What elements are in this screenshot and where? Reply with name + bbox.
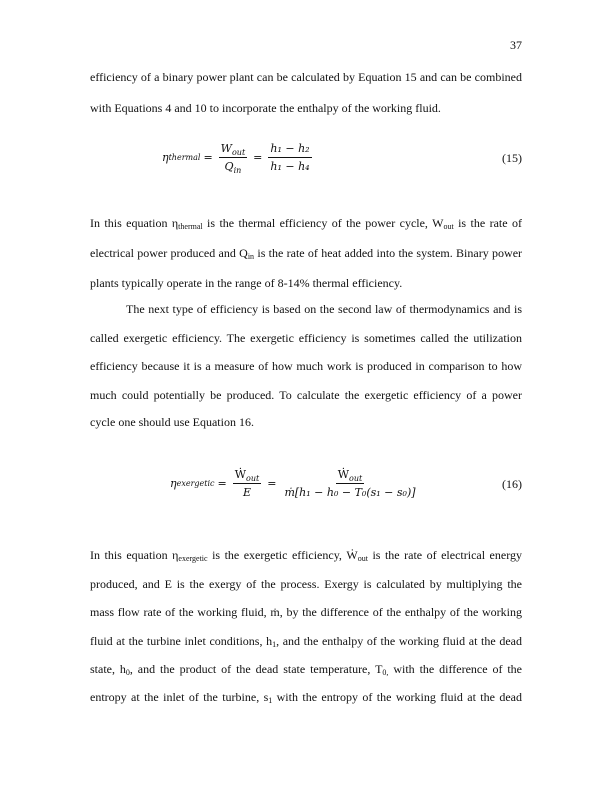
equation-15	[90, 140, 522, 180]
text-line: mass flow rate of the working fluid, ṁ, by the difference of the enthalpy of the working	[90, 605, 522, 619]
equation-16-formula: η exergetic = $\frac{Ẇ_{out}}{E}$ = $\frac{Ẇ_{out}}{\text{ṁ[h₁ − h₀ − T₀(s₁ − s₀)]}}$	[170, 468, 416, 499]
equation-number: (15)	[502, 151, 522, 165]
text-line: In this equation $\eta_{exergetic}$ is the exergetic efficiency, Ẇ$_{out}$ is the rate of electrical energy	[90, 548, 522, 563]
text-line: produced, and E is the exergy of the process. Exergy is calculated by multiplying the	[90, 577, 522, 591]
fraction-work-heat	[219, 142, 248, 173]
equals-sign: =	[267, 477, 277, 490]
equals-sign: =	[217, 477, 227, 490]
numerator: Ẇ$_{out}$	[234, 468, 260, 483]
equation-16	[90, 466, 522, 506]
fraction-enthalpy	[268, 142, 311, 173]
numerator: $W_{out}$	[220, 142, 246, 157]
text-line: with Equations 4 and 10 to incorporate the enthalpy of the working fluid.	[90, 101, 441, 115]
eta-symbol: η	[162, 151, 169, 164]
equals-sign: =	[203, 151, 213, 164]
text-line: In this equation $\eta_{thermal}$ is the thermal efficiency of the power cycle, $W_{out}$ is the rate of	[90, 216, 522, 231]
text-line: plants typically operate in the range of 8-14% thermal efficiency.	[90, 276, 403, 290]
denominator: ṁ[h₁ − h₀ − T₀(s₁ − s₀)]	[284, 486, 416, 499]
fraction-exergy-expanded	[282, 468, 417, 499]
numerator: Ẇ$_{out}$	[337, 468, 363, 483]
denominator: h₁ − h₄	[270, 160, 310, 173]
equation-number: (16)	[502, 477, 522, 491]
denominator: E	[242, 486, 251, 499]
text-line: cycle one should use Equation 16.	[90, 415, 254, 429]
text-line: The next type of efficiency is based on the second law of thermodynamics and is	[126, 302, 522, 316]
text-line: efficiency of a binary power plant can be calculated by Equation 15 and can be combined	[90, 70, 522, 84]
text-line: efficiency because it is a measure of how much work is produced in comparison to how	[90, 359, 522, 373]
text-line: electrical power produced and $Q_{in}$ is the rate of heat added into the system. Binary power	[90, 246, 523, 261]
text-line: much could potentially be produced. To calculate the exergetic efficiency of a power	[90, 388, 522, 402]
equation-15-formula: η thermal = $\frac{W_{out}}{Q_{in}}$ = $\frac{\text{h₁ − h₂}}{\text{h₁ − h₄}}$	[162, 142, 310, 175]
text-line: called exergetic efficiency. The exergetic efficiency is sometimes called the utilization	[90, 331, 522, 345]
denominator: $Q_{in}$	[224, 160, 242, 175]
equals-sign: =	[253, 151, 263, 164]
text-line: state, $h_0$, and the product of the dead state temperature, $T_{0,}$ with the difference of the	[90, 662, 523, 677]
text-line: fluid at the turbine inlet conditions, $h_1$, and the enthalpy of the working fluid at the dead	[90, 634, 522, 649]
text-line: entropy at the inlet of the turbine, $s_1$ with the entropy of the working fluid at the dead	[90, 690, 522, 705]
page-number: 37	[510, 38, 522, 52]
eta-symbol: η	[170, 477, 177, 490]
numerator: h₁ − h₂	[268, 142, 311, 158]
fraction-power-exergy	[233, 468, 262, 499]
